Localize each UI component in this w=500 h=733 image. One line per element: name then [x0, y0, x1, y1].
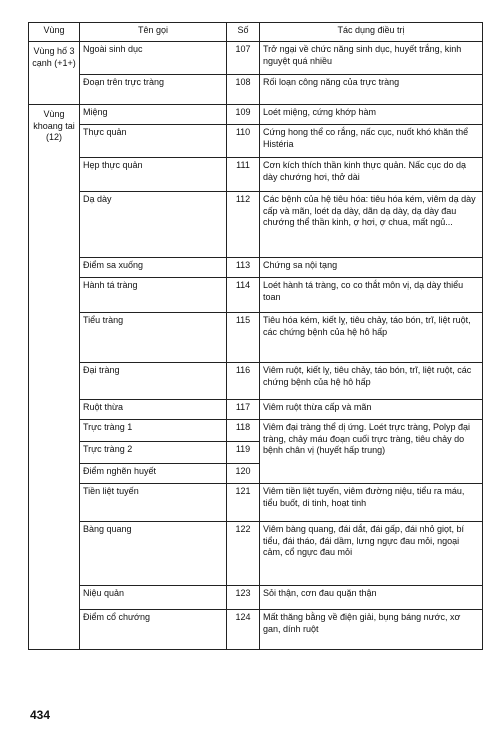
table-row: [29, 313, 483, 363]
table-row: [29, 484, 483, 522]
point-name: Điểm nghẽn huyết: [80, 464, 227, 484]
point-name: Thực quản: [80, 125, 227, 158]
table-row: [29, 192, 483, 258]
point-number: 114: [227, 278, 260, 313]
point-name: Tiền liệt tuyến: [80, 484, 227, 522]
point-number: 111: [227, 158, 260, 192]
region-label: Vùng hố 3 cạnh (+1+): [29, 42, 80, 105]
point-effect: Viêm ruột, kiết lỵ, tiêu chảy, táo bón, trĩ, liệt ruột, các chứng bệnh của hệ hô hấp: [260, 363, 483, 400]
point-number: 121: [227, 484, 260, 522]
table-row: [29, 610, 483, 650]
point-number: 107: [227, 42, 260, 75]
point-name: Hẹp thực quản: [80, 158, 227, 192]
point-number: 116: [227, 363, 260, 400]
point-effect: Rối loạn công năng của trực tràng: [260, 75, 483, 105]
header-number: Số: [227, 23, 260, 42]
point-effect: Cơn kích thích thần kinh thực quản. Nấc cục do dạ dày chướng hơi, thở dài: [260, 158, 483, 192]
point-effect: Loét miệng, cứng khớp hàm: [260, 105, 483, 125]
point-number: 123: [227, 586, 260, 610]
point-number: 118: [227, 420, 260, 442]
point-number: 108: [227, 75, 260, 105]
point-name: Ngoài sinh dục: [80, 42, 227, 75]
point-name: Bàng quang: [80, 522, 227, 586]
table-row: [29, 258, 483, 278]
point-effect: Viêm tiền liệt tuyến, viêm đường niệu, tiểu ra máu, tiểu buốt, di tinh, hoạt tinh: [260, 484, 483, 522]
header-region: Vùng: [29, 23, 80, 42]
point-number: 112: [227, 192, 260, 258]
point-effect: Viêm ruột thừa cấp và mãn: [260, 400, 483, 420]
table-row: [29, 586, 483, 610]
point-name: Ruột thừa: [80, 400, 227, 420]
table-row: [29, 522, 483, 586]
table-row: [29, 400, 483, 420]
point-effect: Viêm đại tràng thể dị ứng. Loét trực tràng, Polyp đại tràng, chảy máu đoạn cuối trực tràng, tiêu chảy do bệnh chân vị (huyết hấp trung): [260, 420, 483, 484]
point-number: 109: [227, 105, 260, 125]
point-name: Trực tràng 1: [80, 420, 227, 442]
point-number: 117: [227, 400, 260, 420]
table-header-row: [29, 23, 483, 42]
point-number: 124: [227, 610, 260, 650]
table-row: [29, 105, 483, 125]
point-name: Miệng: [80, 105, 227, 125]
point-number: 120: [227, 464, 260, 484]
point-number: 122: [227, 522, 260, 586]
point-name: Điểm sa xuống: [80, 258, 227, 278]
point-name: Niệu quản: [80, 586, 227, 610]
table-row: [29, 363, 483, 400]
point-effect: Các bệnh của hệ tiêu hóa: tiêu hóa kém, viêm dạ dày cấp và mãn, loét dạ dày, dãn dạ dày, dạ dày đau chướng thể thần kinh, ợ hơi, ợ chua, mất ngủ...: [260, 192, 483, 258]
point-effect: Viêm bàng quang, đái dắt, đái gấp, đái nhỏ giọt, bí tiểu, đái tháo, đái dầm, lưng ngực đau mỏi, ngoại cảm, cổ ngực đau mỏi: [260, 522, 483, 586]
point-effect: Loét hành tá tràng, co co thắt môn vị, dạ dày thiểu toan: [260, 278, 483, 313]
table-row: [29, 125, 483, 158]
point-name: Dạ dày: [80, 192, 227, 258]
point-name: Tiểu tràng: [80, 313, 227, 363]
region-label: Vùng khoang tai (12): [29, 105, 80, 650]
point-effect: Chứng sa nội tạng: [260, 258, 483, 278]
table-row: [29, 42, 483, 75]
table-row: [29, 75, 483, 105]
table-row: [29, 278, 483, 313]
point-number: 115: [227, 313, 260, 363]
table-row: [29, 420, 483, 442]
point-effect: Cứng hong thể co rắng, nấc cục, nuốt khó khăn thể Histéria: [260, 125, 483, 158]
point-name: Trực tràng 2: [80, 442, 227, 464]
point-number: 110: [227, 125, 260, 158]
page-number: 434: [30, 708, 51, 722]
point-effect: Tiêu hóa kém, kiết lỵ, tiêu chảy, táo bón, trĩ, liệt ruột, các chứng bệnh của hệ hô hấp: [260, 313, 483, 363]
point-effect: Mất thăng bằng về điện giải, bụng báng nước, xơ gan, dính ruột: [260, 610, 483, 650]
acupoint-table: [28, 22, 483, 650]
point-name: Đoạn trên trực tràng: [80, 75, 227, 105]
header-name: Tên gọi: [80, 23, 227, 42]
point-name: Đại tràng: [80, 363, 227, 400]
point-number: 113: [227, 258, 260, 278]
point-effect: Trở ngại về chức năng sinh dục, huyết trắng, kinh nguyệt quá nhiều: [260, 42, 483, 75]
table-row: [29, 158, 483, 192]
point-name: Hành tá tràng: [80, 278, 227, 313]
point-name: Điểm cổ chướng: [80, 610, 227, 650]
point-number: 119: [227, 442, 260, 464]
point-effect: Sỏi thận, cơn đau quặn thận: [260, 586, 483, 610]
header-effect: Tác dụng điều trị: [260, 23, 483, 42]
